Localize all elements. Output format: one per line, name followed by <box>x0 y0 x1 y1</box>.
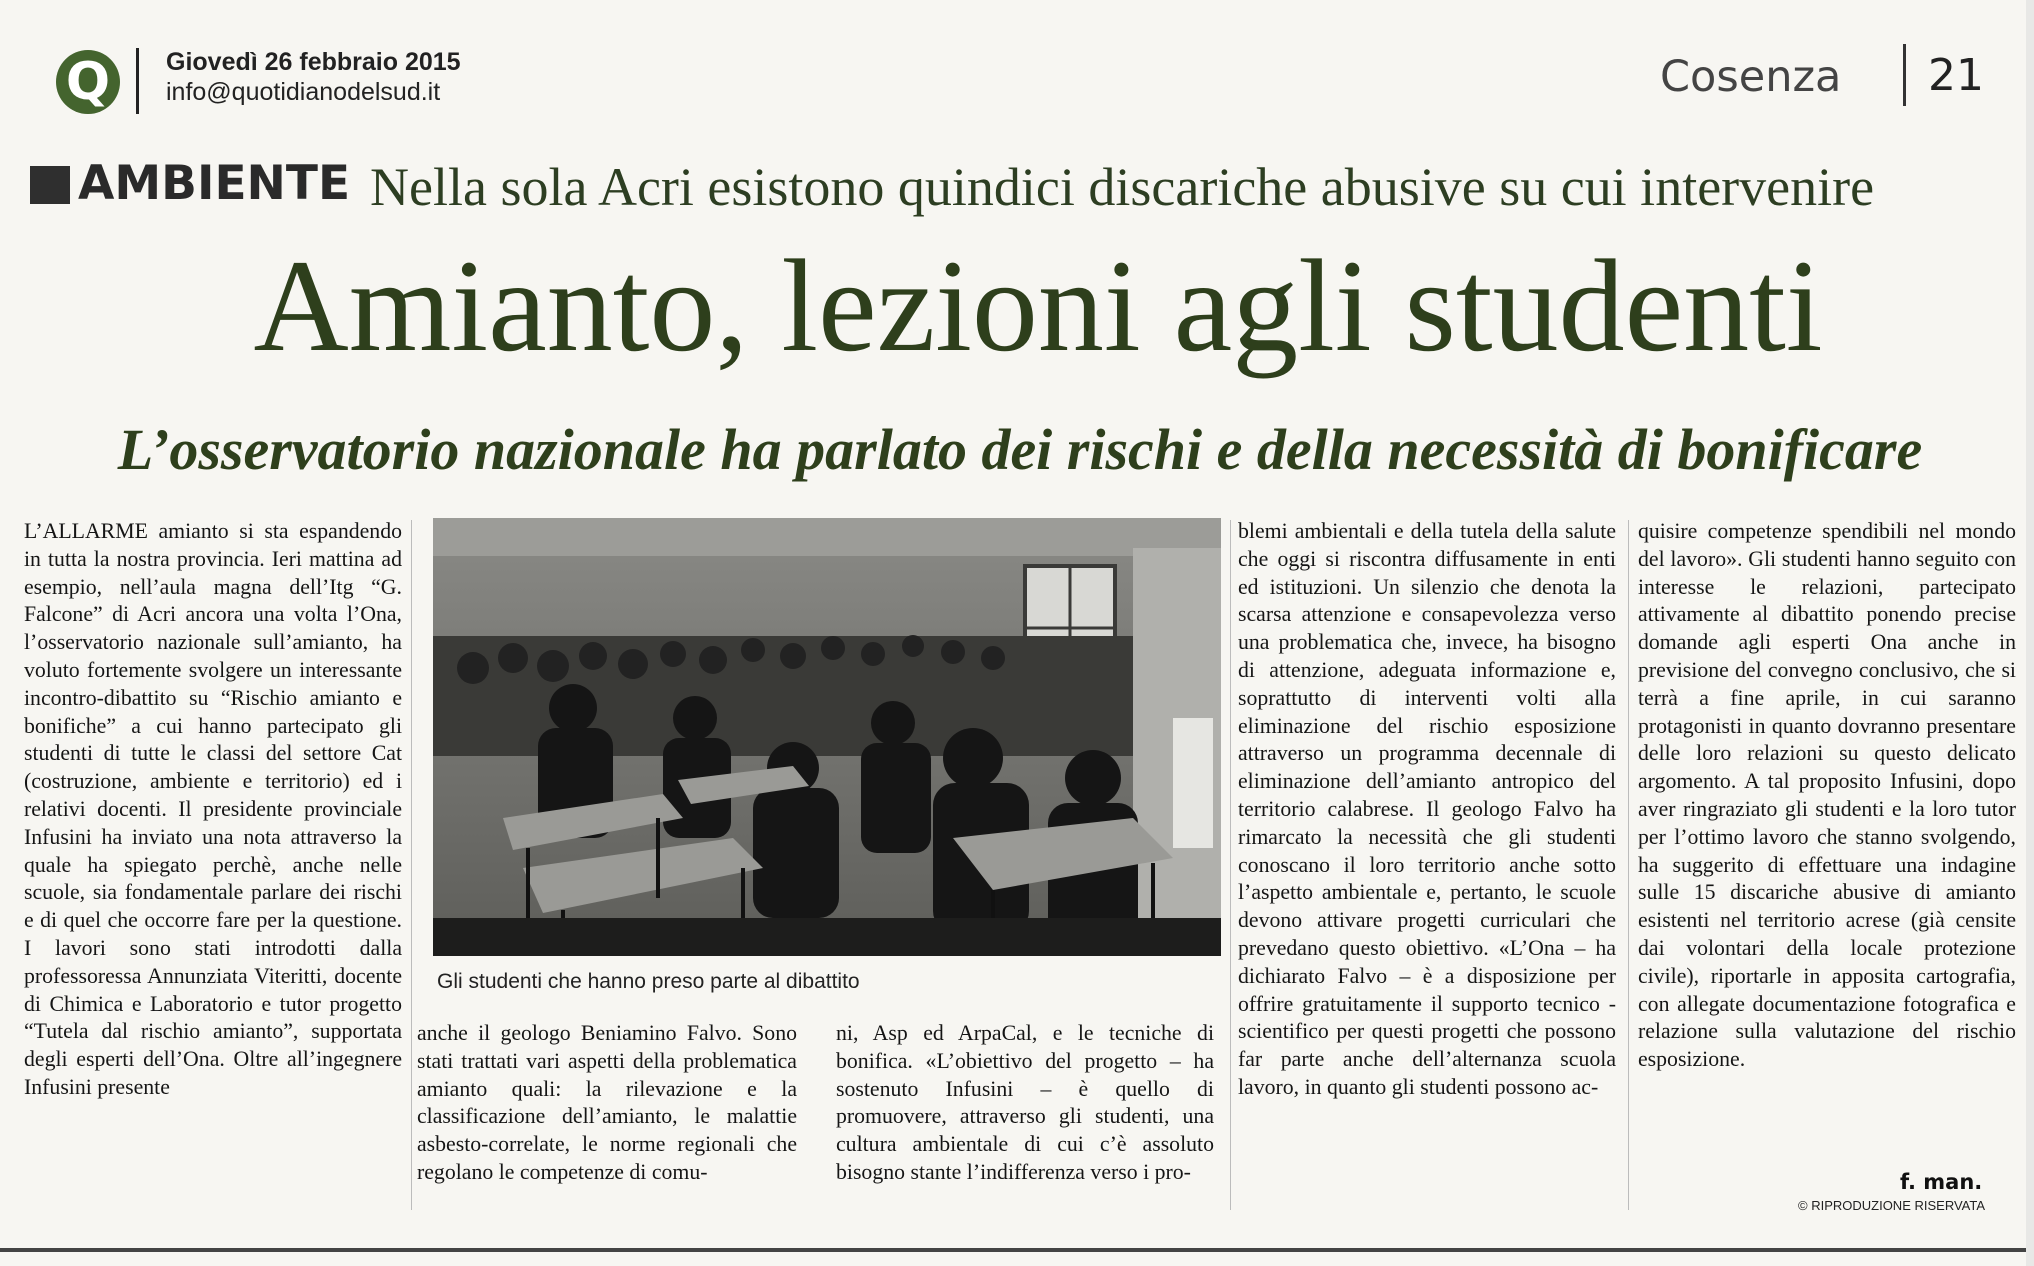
masthead-divider <box>136 48 139 114</box>
copyright-notice: © RIPRODUZIONE RISERVATA <box>1798 1198 1986 1213</box>
article-column-1: L’ALLARME amianto si sta espandendo in tutta la nostra provincia. Ieri mattina ad esempio, nell’aula magna dell’Itg “G. Falcone” di Acri ancora una volta l’Ona, l’osservatorio nazionale sull’amianto, ha voluto fortemente svolgere un interessante incontro-dibattito su “Rischio amianto e bonifiche” a cui hanno partecipato gli studenti di tutte le classi del settore Cat (costruzione, ambiente e territorio) ed i relativi docenti. Il presidente provinciale Infusini ha inviato una nota attraverso la quale ha spiegato perchè, anche nelle scuole, sia fondamentale parlare dei rischi e di quel che occorre fare per la questione. I lavori sono stati introdotti dalla professoressa Annunziata Viteritti, docente di Chimica e Laboratorio e tutor progetto “Tutela dal rischio amianto”, supportata degli esperti dell’Ona. Oltre all’ingegnere Infusini presente <box>24 519 402 1099</box>
classroom-photo <box>433 518 1221 956</box>
page-edge <box>2026 0 2034 1266</box>
article-column-5: quisire competenze spendibili nel mondo del lavoro». Gli studenti hanno seguito con interesse le relazioni, partecipato attivamente al dibattito ponendo precise domande agli esperti Ona anche in previsione del convegno conclusivo, che si terrà a fine aprile, in cui saranno protagonisti in quanto dovranno presentare delle loro relazioni su questo delicato argomento. A tal proposito Infusini, dopo aver ringraziato gli studenti e la loro tutor per l’ottimo lavoro che stanno svolgendo, ha suggerito di effettuare una indagine sulle 15 discariche abusive di amianto esistenti nel territorio acrese (già censite dai volontari della locale protezione civile), riportarle in apposita cartografia, con allegate documentazione fotografica e relazione sulla valutazione del rischio esposizione. <box>1638 519 2016 1072</box>
issue-date: Giovedì 26 febbraio 2015 <box>166 48 461 76</box>
subheadline: L’osservatorio nazionale ha parlato dei rischi e della necessità di bonificare <box>117 417 1923 482</box>
page-number-divider <box>1903 44 1906 106</box>
section-square-icon <box>30 166 70 204</box>
article-column-3: ni, Asp ed ArpaCal, e le tecniche di bonifica. «L’obiettivo del progetto – ha sostenuto Infusini – è quello di promuovere, attraverso gli studenti, una cultura ambientale di cui c’è assoluto bisogno stante l’indifferenza verso i pro- <box>836 1021 1214 1184</box>
article-photo <box>433 518 1221 956</box>
kicker: Nella sola Acri esistono quindici discariche abusive su cui intervenire <box>370 157 1875 217</box>
page-bottom-rule <box>0 1248 2034 1252</box>
newspaper-logo: Q <box>56 50 120 114</box>
section-city: Cosenza <box>1660 52 1842 102</box>
page-number: 21 <box>1928 50 1984 101</box>
author-signature: f. man. <box>1900 1170 1983 1194</box>
column-divider <box>1628 520 1629 1210</box>
headline: Amianto, lezioni agli studenti <box>253 232 1823 379</box>
column-divider <box>1230 520 1231 1210</box>
contact-email: info@quotidianodelsud.it <box>166 78 441 106</box>
photo-caption: Gli studenti che hanno preso parte al dibattito <box>437 970 860 993</box>
column-divider <box>411 520 412 1210</box>
article-column-2: anche il geologo Beniamino Falvo. Sono stati trattati vari aspetti della problematica amianto quali: la rilevazione e la classificazione dell’amianto, le malattie asbesto-correlate, le norme regionali che regolano le competenze di comu- <box>417 1021 797 1184</box>
section-label: AMBIENTE <box>78 156 351 211</box>
article-column-4: blemi ambientali e della tutela della salute che oggi si riscontra diffusamente in enti ed istituzioni. Un silenzio che denota la scarsa attenzione e consapevolezza verso una problematica che, invece, ha bisogno di attenzione, adeguata informazione e, soprattutto di interventi volti alla eliminazione del rischio esposizione attraverso un programma decennale di eliminazione dell’amianto antropico del territorio calabrese. Il geologo Falvo ha rimarcato la necessità che gli studenti conoscano il loro territorio anche sotto l’aspetto ambientale e, pertanto, le scuole devono attivare progetti curriculari che prevedano questo obiettivo. «L’Ona – ha dichiarato Falvo – è a disposizione per offrire gratuitamente il supporto tecnico - scientifico per questi progetti che possono far parte anche dell’alternanza scuola lavoro, in quanto gli studenti possono ac- <box>1238 519 1616 1099</box>
